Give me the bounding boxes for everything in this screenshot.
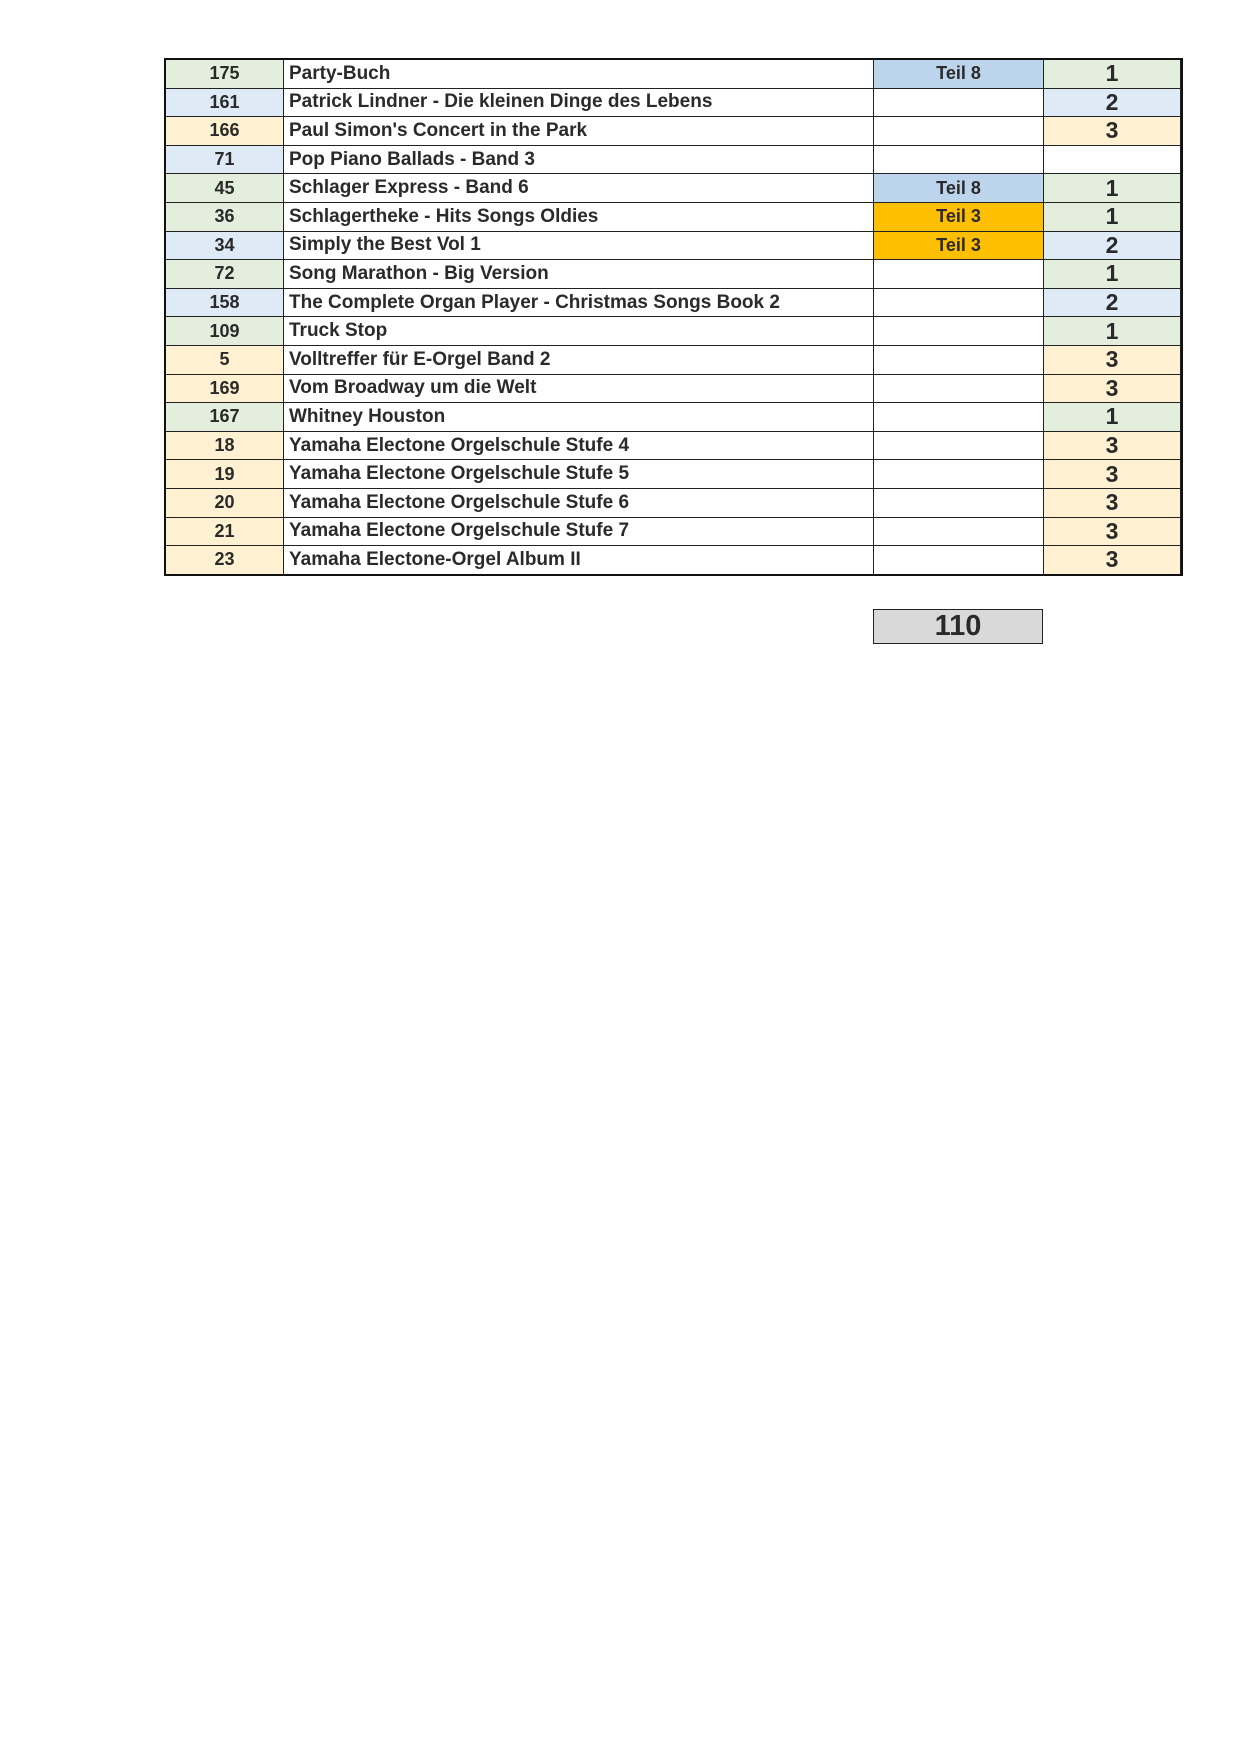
book-number-cell: 109 [166, 317, 284, 346]
book-number-cell: 18 [166, 431, 284, 460]
level-cell: 1 [1044, 60, 1181, 89]
book-title-cell: Yamaha Electone-Orgel Album II [284, 546, 874, 575]
level-cell: 3 [1044, 345, 1181, 374]
table-row [166, 60, 1181, 89]
part-cell [874, 145, 1044, 174]
part-cell [874, 431, 1044, 460]
book-number-cell: 23 [166, 546, 284, 575]
songbook-table [165, 59, 1181, 575]
book-title-cell: Yamaha Electone Orgelschule Stufe 6 [284, 488, 874, 517]
table-row [166, 517, 1181, 546]
part-cell [874, 374, 1044, 403]
level-cell: 3 [1044, 488, 1181, 517]
book-title-cell: Simply the Best Vol 1 [284, 231, 874, 260]
table-row [166, 317, 1181, 346]
book-title-cell: Volltreffer für E-Orgel Band 2 [284, 345, 874, 374]
table-row [166, 488, 1181, 517]
table-row [166, 202, 1181, 231]
book-title-cell: Schlagertheke - Hits Songs Oldies [284, 202, 874, 231]
level-cell: 1 [1044, 202, 1181, 231]
part-cell [874, 260, 1044, 289]
table-row [166, 288, 1181, 317]
book-title-cell: Truck Stop [284, 317, 874, 346]
table-row [166, 374, 1181, 403]
book-number-cell: 19 [166, 460, 284, 489]
table-row [166, 403, 1181, 432]
book-title-cell: Song Marathon - Big Version [284, 260, 874, 289]
table-row [166, 345, 1181, 374]
book-number-cell: 34 [166, 231, 284, 260]
book-number-cell: 5 [166, 345, 284, 374]
level-cell: 1 [1044, 317, 1181, 346]
level-cell [1044, 145, 1181, 174]
book-number-cell: 169 [166, 374, 284, 403]
book-number-cell: 167 [166, 403, 284, 432]
level-cell: 1 [1044, 403, 1181, 432]
book-number-cell: 21 [166, 517, 284, 546]
level-cell: 1 [1044, 174, 1181, 203]
table-row [166, 231, 1181, 260]
table-row [166, 460, 1181, 489]
part-cell [874, 488, 1044, 517]
book-title-cell: Party-Buch [284, 60, 874, 89]
table-row [166, 546, 1181, 575]
level-cell: 2 [1044, 231, 1181, 260]
part-cell [874, 517, 1044, 546]
part-cell: Teil 3 [874, 231, 1044, 260]
book-title-cell: Schlager Express - Band 6 [284, 174, 874, 203]
book-title-cell: Whitney Houston [284, 403, 874, 432]
book-title-cell: Yamaha Electone Orgelschule Stufe 5 [284, 460, 874, 489]
level-cell: 3 [1044, 460, 1181, 489]
book-number-cell: 72 [166, 260, 284, 289]
part-cell [874, 403, 1044, 432]
table-row [166, 88, 1181, 117]
table-row [166, 117, 1181, 146]
level-cell: 3 [1044, 517, 1181, 546]
level-cell: 3 [1044, 546, 1181, 575]
book-title-cell: The Complete Organ Player - Christmas Songs Book 2 [284, 288, 874, 317]
part-cell [874, 460, 1044, 489]
part-cell: Teil 8 [874, 60, 1044, 89]
book-title-cell: Vom Broadway um die Welt [284, 374, 874, 403]
book-title-cell: Pop Piano Ballads - Band 3 [284, 145, 874, 174]
book-title-cell: Patrick Lindner - Die kleinen Dinge des Lebens [284, 88, 874, 117]
part-cell [874, 117, 1044, 146]
book-number-cell: 175 [166, 60, 284, 89]
book-title-cell: Yamaha Electone Orgelschule Stufe 4 [284, 431, 874, 460]
table-row [166, 174, 1181, 203]
book-number-cell: 20 [166, 488, 284, 517]
table-row [166, 145, 1181, 174]
book-number-cell: 161 [166, 88, 284, 117]
total-count: 110 [873, 609, 1043, 644]
part-cell [874, 345, 1044, 374]
part-cell [874, 546, 1044, 575]
level-cell: 3 [1044, 117, 1181, 146]
part-cell [874, 88, 1044, 117]
book-number-cell: 166 [166, 117, 284, 146]
level-cell: 1 [1044, 260, 1181, 289]
part-cell: Teil 8 [874, 174, 1044, 203]
book-number-cell: 71 [166, 145, 284, 174]
table-row [166, 260, 1181, 289]
part-cell [874, 288, 1044, 317]
level-cell: 2 [1044, 88, 1181, 117]
level-cell: 3 [1044, 431, 1181, 460]
level-cell: 3 [1044, 374, 1181, 403]
book-number-cell: 45 [166, 174, 284, 203]
book-number-cell: 36 [166, 202, 284, 231]
level-cell: 2 [1044, 288, 1181, 317]
book-title-cell: Yamaha Electone Orgelschule Stufe 7 [284, 517, 874, 546]
part-cell [874, 317, 1044, 346]
songbook-table-body [166, 60, 1181, 575]
book-title-cell: Paul Simon's Concert in the Park [284, 117, 874, 146]
part-cell: Teil 3 [874, 202, 1044, 231]
table-row [166, 431, 1181, 460]
book-number-cell: 158 [166, 288, 284, 317]
